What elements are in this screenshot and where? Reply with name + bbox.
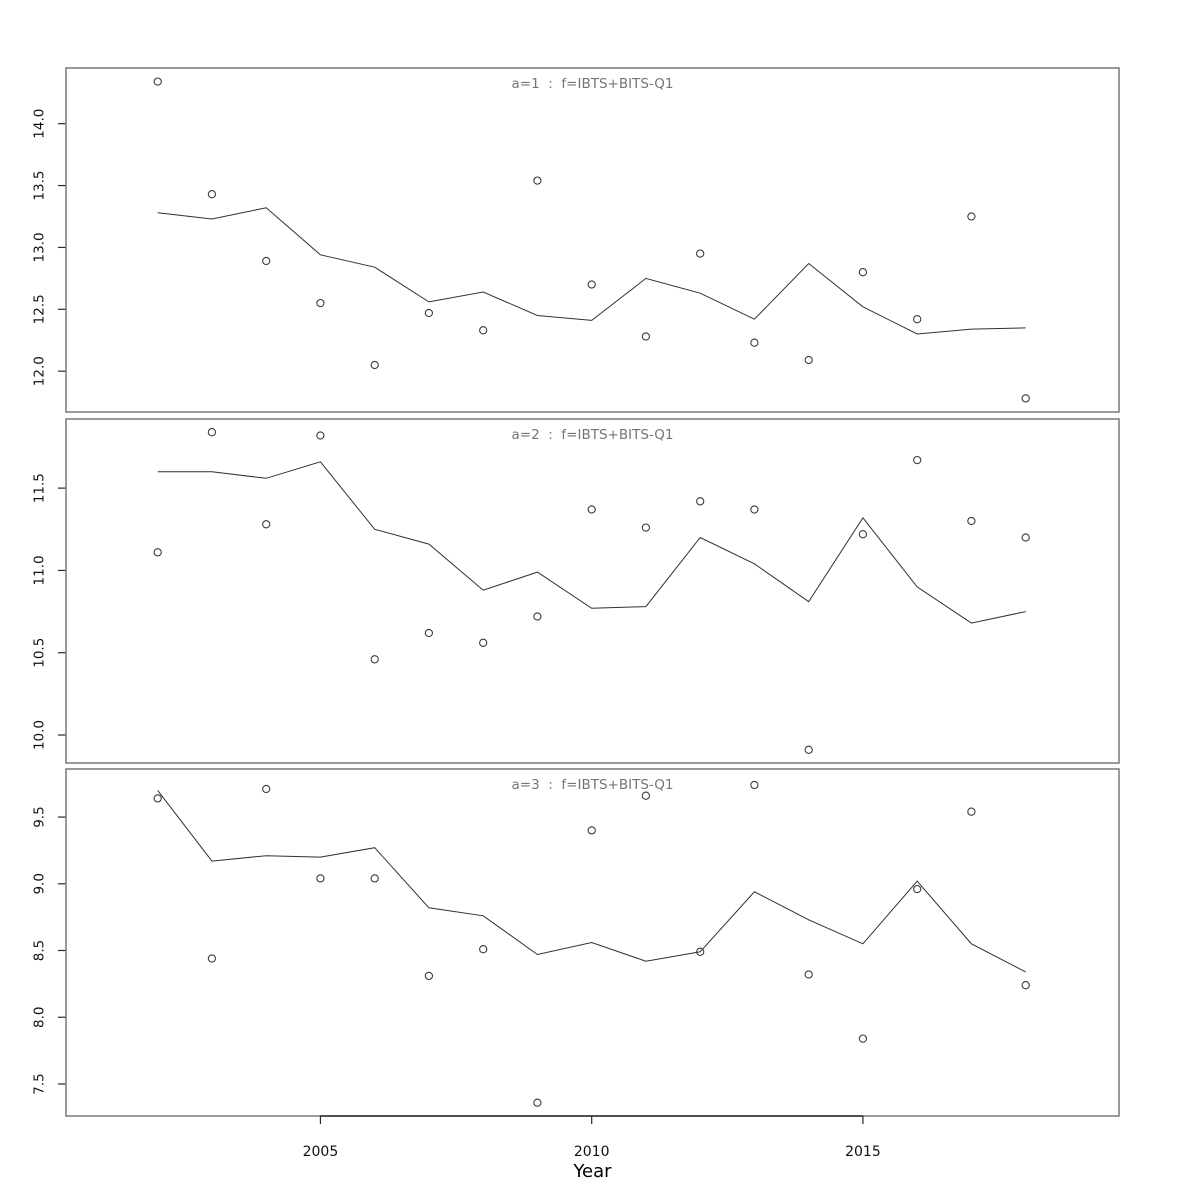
panel-1-title: a=1 : f=IBTS+BITS-Q1 (511, 76, 674, 92)
data-point (588, 281, 595, 288)
data-point (263, 257, 270, 264)
data-point (1022, 982, 1029, 989)
data-point (697, 498, 704, 505)
data-point (859, 1035, 866, 1042)
data-point (914, 316, 921, 323)
y-tick-label: 13.0 (31, 232, 48, 263)
data-point (859, 531, 866, 538)
fit-line (158, 790, 1026, 972)
data-point (751, 506, 758, 513)
data-point (859, 269, 866, 276)
x-axis-title: Year (573, 1161, 612, 1182)
data-point (697, 250, 704, 257)
y-tick-label: 9.5 (31, 806, 48, 828)
data-point (751, 339, 758, 346)
y-tick-label: 7.5 (31, 1073, 48, 1095)
data-point (968, 213, 975, 220)
x-tick-label: 2010 (573, 1144, 610, 1160)
panel-border (66, 68, 1119, 412)
data-point (317, 875, 324, 882)
data-point (642, 524, 649, 531)
x-tick-label: 2005 (302, 1144, 339, 1160)
data-point (534, 613, 541, 620)
y-tick-label: 14.0 (31, 108, 48, 139)
data-point (968, 517, 975, 524)
data-point (534, 177, 541, 184)
data-point (805, 971, 812, 978)
data-point (1022, 395, 1029, 402)
data-point (480, 946, 487, 953)
data-point (480, 327, 487, 334)
data-point (371, 361, 378, 368)
data-point (371, 656, 378, 663)
y-tick-label: 11.0 (31, 555, 48, 586)
data-point (425, 309, 432, 316)
data-point (208, 955, 215, 962)
data-point (371, 875, 378, 882)
fit-line (158, 208, 1026, 334)
data-point (914, 457, 921, 464)
data-point (805, 746, 812, 753)
y-tick-label: 12.0 (31, 356, 48, 387)
x-tick-label: 2015 (845, 1144, 881, 1160)
panel-3-title: a=3 : f=IBTS+BITS-Q1 (511, 777, 674, 793)
data-point (642, 333, 649, 340)
y-tick-label: 8.5 (31, 939, 48, 962)
data-point (914, 886, 921, 893)
y-tick-label: 8.0 (31, 1006, 48, 1028)
y-tick-label: 9.0 (31, 873, 48, 895)
data-point (425, 629, 432, 636)
data-point (968, 808, 975, 815)
panel-2-title: a=2 : f=IBTS+BITS-Q1 (511, 427, 674, 443)
data-point (588, 827, 595, 834)
data-point (642, 792, 649, 799)
data-point (805, 356, 812, 363)
y-tick-label: 11.5 (31, 473, 48, 504)
data-point (588, 506, 595, 513)
data-point (154, 549, 161, 556)
y-tick-label: 10.0 (31, 719, 48, 751)
data-point (317, 300, 324, 307)
data-point (208, 191, 215, 198)
y-tick-label: 13.5 (31, 170, 48, 201)
data-point (263, 521, 270, 528)
data-point (1022, 534, 1029, 541)
y-tick-label: 12.5 (31, 294, 48, 325)
data-point (480, 639, 487, 646)
data-point (154, 795, 161, 802)
fit-line (158, 462, 1026, 623)
data-point (534, 1099, 541, 1106)
panel-border (66, 419, 1119, 763)
y-tick-label: 10.5 (31, 637, 48, 668)
data-point (425, 972, 432, 979)
